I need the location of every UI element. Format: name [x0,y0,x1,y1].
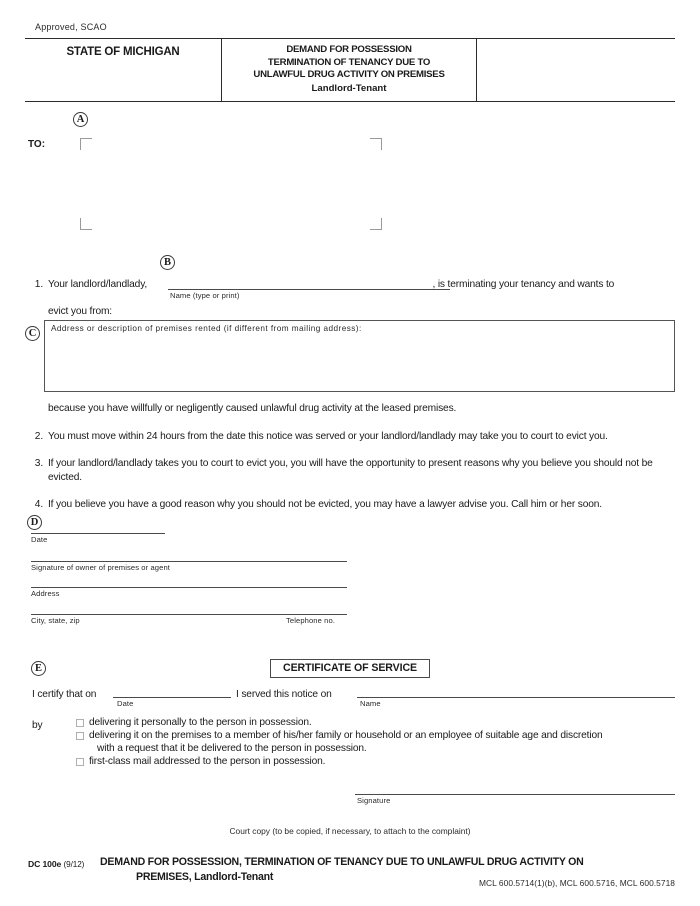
form-title-line-2: TERMINATION OF TENANCY DUE TO [267,56,431,68]
owner-date-input[interactable] [31,533,165,534]
served-name-input[interactable] [357,697,675,698]
item-4 [31,498,679,512]
marker-c-icon: C [25,326,40,341]
service-date-input[interactable] [113,697,231,698]
item-3-text: If your landlord/landlady takes you to court to evict you, you will have the opportunity to present reasons why you believe you should not be evicted. [48,458,653,483]
owner-date-caption: Date [31,535,48,544]
footer-title-line-1: DEMAND FOR POSSESSION, TERMINATION OF TENANCY DUE TO UNLAWFUL DRUG ACTIVITY ON [100,856,584,868]
service-method-personal-label: delivering it personally to the person in possession. [89,717,312,728]
recipient-address-window[interactable] [80,138,382,230]
corner-bracket-bottom-right-icon [370,218,382,230]
certificate-of-service-heading: CERTIFICATE OF SERVICE [270,659,430,678]
server-signature-input[interactable] [355,794,675,795]
item-4-number: 4. [34,499,43,510]
footer-title-line-2: PREMISES, Landlord-Tenant [136,871,274,883]
service-method-mail-label: first-class mail addressed to the person in possession. [89,756,326,767]
marker-a-icon: A [73,112,88,127]
service-method-mail-checkbox[interactable] [76,758,84,766]
service-method-family-label: delivering it on the premises to a member of his/her family or household or an employee of suitable age and discretion [89,730,603,741]
owner-city-state-zip-caption: City, state, zip [31,616,80,625]
item-1-closing: because you have willfully or negligently caused unlawful drug activity at the leased premises. [48,403,457,414]
item-1-number: 1. [34,279,43,290]
item-3 [31,457,676,485]
certify-middle: I served this notice on [236,689,332,700]
service-date-caption: Date [117,699,134,708]
marker-b-icon: B [160,255,175,270]
premises-description-caption: Address or description of premises rented (if different from mailing address): [51,324,362,333]
header-cell-court-blank [477,39,675,101]
service-method-family-label-continued: with a request that it be delivered to the person in possession. [97,743,367,754]
owner-telephone-caption: Telephone no. [286,616,336,625]
owner-address-input[interactable] [31,587,347,588]
server-signature-caption: Signature [357,796,391,805]
corner-bracket-bottom-left-icon [80,218,92,230]
marker-d-icon: D [27,515,42,530]
landlord-name-input[interactable] [168,289,450,290]
form-code: DC 100e [28,859,62,869]
owner-city-state-zip-input[interactable] [31,614,347,615]
service-method-family-checkbox[interactable] [76,732,84,740]
owner-signature-input[interactable] [31,561,347,562]
form-title-line-1: DEMAND FOR POSSESSION [286,44,412,55]
owner-address-caption: Address [31,589,60,598]
owner-signature-caption: Signature of owner of premises or agent [31,563,170,572]
approved-scao-label: Approved, SCAO [35,22,107,32]
item-4-text: If you believe you have a good reason why you should not be evicted, you may have a lawyer advise you. Call him or her soon. [48,499,602,510]
state-of-michigan-label: STATE OF MICHIGAN [66,46,180,58]
item-3-number: 3. [34,458,43,469]
form-subtitle: Landlord-Tenant [311,82,387,94]
item-1-text-after: , is terminating your tenancy and wants to [432,279,615,290]
corner-bracket-top-left-icon [80,138,92,150]
item-1-continuation: evict you from: [48,306,112,317]
header-table [25,38,675,102]
item-2-number: 2. [34,431,43,442]
landlord-name-caption: Name (type or print) [170,291,240,300]
mcl-citations: MCL 600.5714(1)(b), MCL 600.5716, MCL 600.5718 [479,878,675,888]
marker-e-icon: E [31,661,46,676]
by-label: by [32,720,43,731]
form-revision: (9/12) [63,860,85,869]
served-name-caption: Name [360,699,381,708]
item-1-text-before: Your landlord/landlady, [48,279,148,290]
item-2 [31,430,676,444]
header-cell-title [222,39,477,101]
item-2-text: You must move within 24 hours from the date this notice was served or your landlord/landlady may take you to court to evict you. [48,431,608,442]
form-code-footer [28,859,84,869]
header-cell-state [25,39,222,101]
court-copy-note: Court copy (to be copied, if necessary, to attach to the complaint) [229,826,471,836]
corner-bracket-top-right-icon [370,138,382,150]
service-method-personal-checkbox[interactable] [76,719,84,727]
to-label: TO: [28,139,46,150]
form-title-line-3: UNLAWFUL DRUG ACTIVITY ON PREMISES [253,69,445,81]
certify-prefix: I certify that on [32,689,97,700]
